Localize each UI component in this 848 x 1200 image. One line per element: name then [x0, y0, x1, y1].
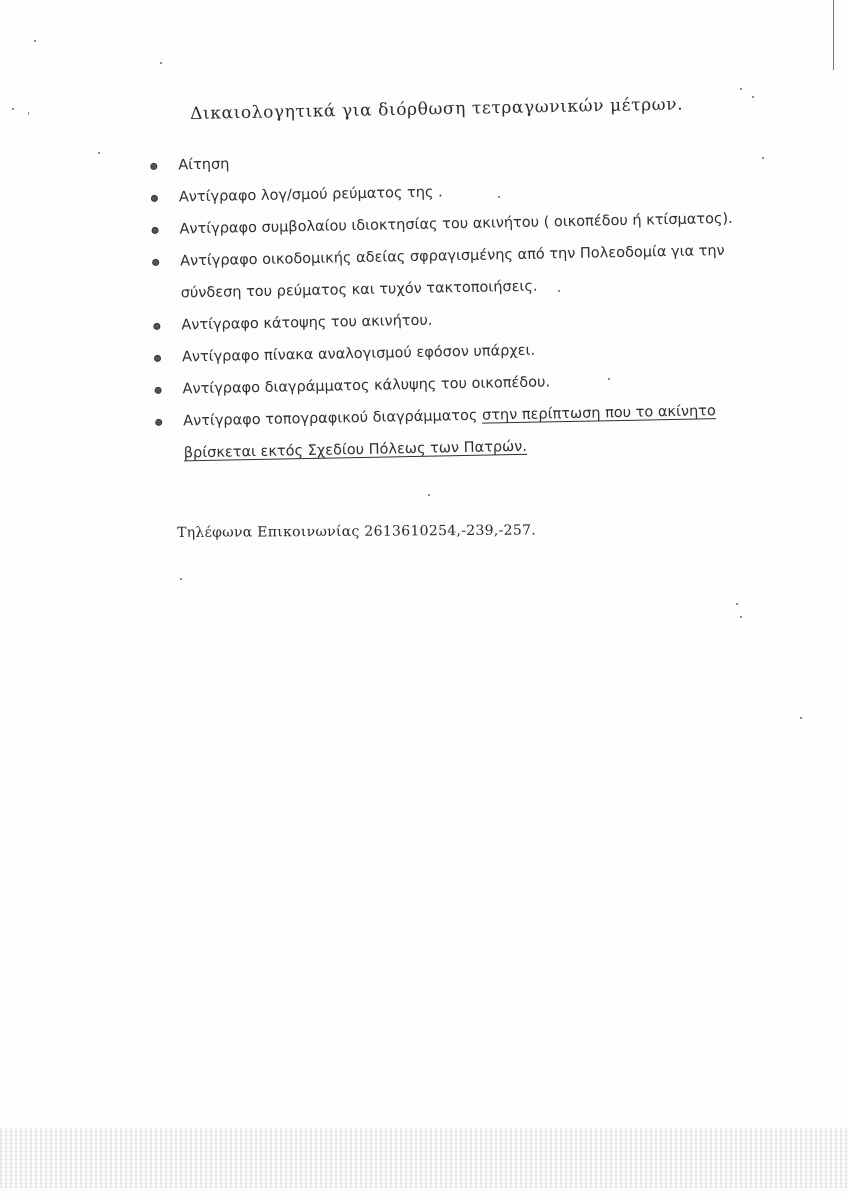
- list-item-text: Αίτηση: [178, 156, 230, 174]
- scan-speck: [740, 88, 742, 90]
- scan-speck: [558, 290, 560, 292]
- list-item: [152, 234, 753, 310]
- scan-speck: [12, 108, 14, 110]
- scan-speck: [98, 152, 100, 154]
- scan-noise-band: [0, 1128, 848, 1188]
- scan-speck: [762, 157, 764, 159]
- requirements-list: [150, 138, 756, 469]
- bullet-icon: [155, 387, 162, 394]
- scan-speck: [752, 96, 754, 98]
- list-item-continuation: σύνδεση του ρεύματος και τυχόν τακτοποιήσεις.: [180, 278, 538, 302]
- bullet-icon: [155, 419, 162, 426]
- bullet-icon: [154, 355, 161, 362]
- list-item-text: Αντίγραφο λογ/σμού ρεύματος της .: [178, 184, 443, 206]
- list-item-text: Αντίγραφο κάτοψης του ακινήτου.: [181, 312, 433, 334]
- scan-speck: [736, 603, 738, 605]
- list-item-text: Αντίγραφο οικοδομικής αδείας σφραγισμένης από την Πολεοδομία για την: [179, 242, 725, 270]
- scan-speck: [34, 40, 36, 42]
- bullet-icon: [150, 163, 157, 170]
- scan-speck: [160, 62, 162, 64]
- bullet-icon: [152, 259, 159, 266]
- scan-edge-mark: [833, 0, 834, 70]
- scan-speck: [498, 196, 500, 198]
- contact-phones: Τηλέφωνα Επικοινωνίας 2613610254,-239,-257.: [177, 522, 537, 541]
- scan-speck: [28, 112, 29, 115]
- bullet-icon: [151, 195, 158, 202]
- scan-speck: [180, 578, 182, 580]
- scan-speck: [800, 717, 802, 719]
- list-item-text: Αντίγραφο τοπογραφικού διαγράμματος: [183, 407, 483, 430]
- list-item-text: Αντίγραφο διαγράμματος κάλυψης του οικοπέδου.: [182, 374, 551, 398]
- bullet-icon: [151, 227, 158, 234]
- scan-speck: [428, 494, 430, 496]
- list-item-text: Αντίγραφο συμβολαίου ιδιοκτησίας του ακινήτου ( οικοπέδου ή κτίσματος).: [179, 210, 733, 238]
- scan-speck: [608, 378, 610, 380]
- list-item-text: Αντίγραφο πίνακα αναλογισμού εφόσον υπάρχει.: [181, 342, 536, 366]
- list-item-underlined-text: στην περίπτωση που το ακίνητο: [481, 403, 716, 424]
- list-item-continuation: βρίσκεται εκτός Σχεδίου Πόλεως των Πατρών.: [183, 438, 528, 462]
- scan-speck: [740, 616, 742, 618]
- document-title: Δικαιολογητικά για διόρθωση τετραγωνικών μέτρων.: [190, 94, 684, 124]
- bullet-icon: [153, 323, 160, 330]
- list-item: [155, 394, 756, 470]
